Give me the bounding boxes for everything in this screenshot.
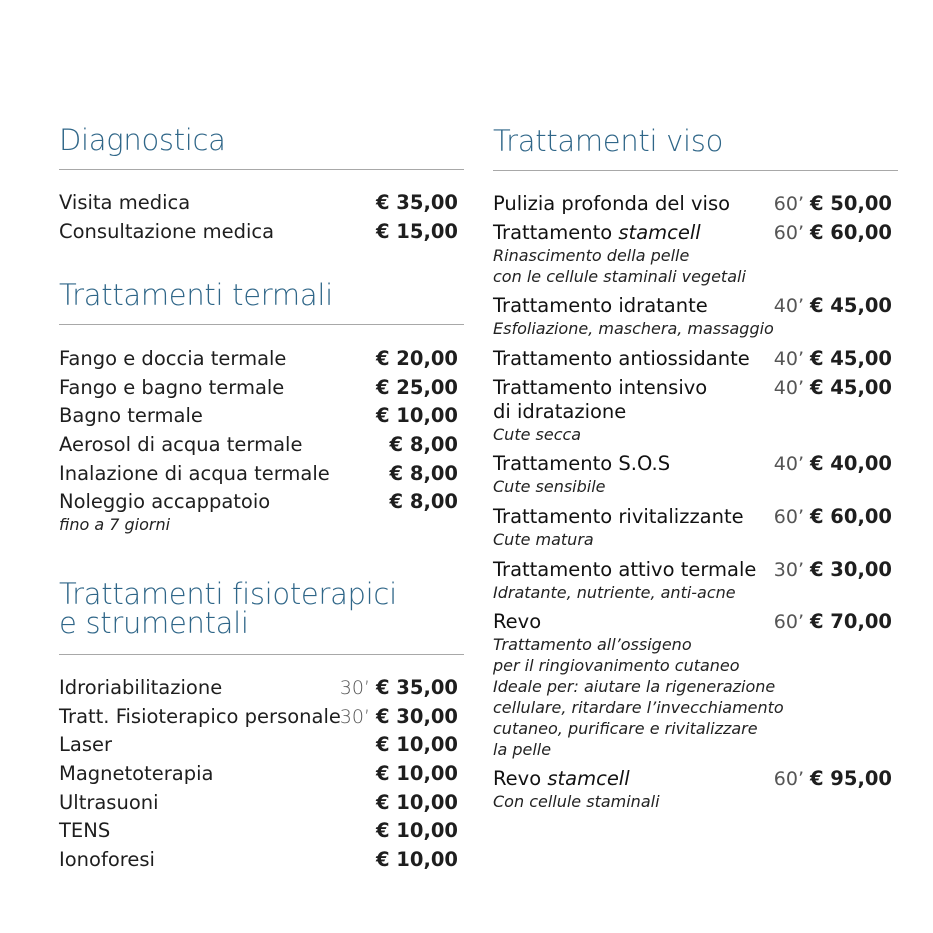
item-duration: 40’ bbox=[773, 295, 804, 317]
item-price: € 15,00 bbox=[375, 219, 458, 243]
item-price: € 95,00 bbox=[809, 767, 892, 790]
item-name: Consultazione medica bbox=[59, 219, 275, 243]
section-fisioterapici bbox=[59, 577, 464, 877]
item-note: Trattamento all’ossigeno bbox=[493, 635, 692, 654]
price-row bbox=[59, 191, 464, 220]
price-row bbox=[59, 676, 464, 705]
price-row bbox=[493, 505, 898, 558]
item-name: Pulizia profonda del viso bbox=[493, 192, 731, 215]
item-duration: 60’ bbox=[773, 193, 804, 215]
item-name: Revo bbox=[493, 610, 542, 633]
item-name: Magnetoterapia bbox=[59, 762, 214, 786]
item-price: € 35,00 bbox=[375, 676, 458, 699]
item-name: Idroriabilitazione bbox=[59, 676, 223, 699]
price-row bbox=[493, 452, 898, 505]
item-duration: 60’ bbox=[773, 222, 804, 244]
item-note: Ideale per: aiutare la rigenerazione bbox=[493, 677, 776, 696]
item-name: Trattamento S.O.S bbox=[493, 452, 671, 475]
price-row bbox=[59, 347, 464, 376]
item-duration: 40’ bbox=[773, 377, 804, 399]
item-name: Trattamento antiossidante bbox=[493, 347, 750, 370]
item-price: € 20,00 bbox=[375, 347, 458, 370]
section-diagnostica bbox=[59, 123, 464, 248]
section-divider bbox=[59, 654, 464, 655]
item-note: con le cellule staminali vegetali bbox=[493, 267, 746, 286]
section-divider bbox=[59, 324, 464, 325]
item-name: Trattamento rivitalizzante bbox=[493, 505, 744, 528]
item-name: Revo stamcell bbox=[493, 767, 630, 790]
item-price: € 50,00 bbox=[809, 192, 892, 215]
price-row bbox=[59, 462, 464, 491]
price-row bbox=[493, 192, 898, 221]
item-name: Visita medica bbox=[59, 191, 191, 214]
item-price: € 10,00 bbox=[375, 790, 458, 814]
item-duration: 30’ bbox=[339, 705, 370, 728]
item-price: € 35,00 bbox=[375, 191, 458, 214]
item-price: € 8,00 bbox=[389, 490, 458, 514]
price-row bbox=[493, 558, 898, 610]
section-divider bbox=[59, 169, 464, 170]
item-name: Tratt. Fisioterapico personale bbox=[59, 704, 341, 728]
price-row bbox=[493, 376, 898, 452]
item-name: TENS bbox=[59, 819, 111, 843]
item-duration: 40’ bbox=[773, 453, 804, 475]
item-price: € 45,00 bbox=[809, 294, 892, 317]
item-note: la pelle bbox=[493, 740, 552, 759]
item-name: Trattamento intensivo bbox=[493, 376, 708, 399]
item-note: cutaneo, purificare e rivitalizzare bbox=[493, 719, 758, 738]
price-row bbox=[59, 433, 464, 462]
item-price: € 10,00 bbox=[375, 848, 458, 872]
item-price: € 10,00 bbox=[375, 762, 458, 786]
item-price: € 45,00 bbox=[809, 347, 892, 370]
item-name: Bagno termale bbox=[59, 404, 203, 428]
price-row bbox=[59, 404, 464, 433]
price-row bbox=[59, 733, 464, 762]
item-note: Cute sensibile bbox=[493, 477, 606, 496]
item-price: € 10,00 bbox=[375, 819, 458, 843]
section-title-line2: e strumentali bbox=[59, 606, 249, 640]
section-termali bbox=[59, 278, 464, 535]
item-note: Esfoliazione, maschera, massaggio bbox=[493, 319, 774, 338]
item-name: Trattamento attivo termale bbox=[493, 558, 757, 581]
item-duration: 60’ bbox=[773, 768, 804, 790]
section-title: Trattamenti termali bbox=[59, 278, 333, 312]
item-name: Trattamento stamcell bbox=[493, 221, 701, 244]
item-price: € 30,00 bbox=[375, 704, 458, 728]
item-duration: 60’ bbox=[773, 506, 804, 528]
item-note: Rinascimento della pelle bbox=[493, 246, 690, 265]
price-row bbox=[493, 610, 898, 767]
item-note: fino a 7 giorni bbox=[59, 515, 171, 535]
price-row bbox=[493, 347, 898, 376]
item-name: Aerosol di acqua termale bbox=[59, 433, 303, 457]
section-title: Diagnostica bbox=[59, 123, 226, 157]
section-title-line1: Trattamenti fisioterapici bbox=[59, 577, 397, 611]
viso-list bbox=[493, 192, 898, 817]
section-viso bbox=[493, 124, 898, 817]
item-duration: 30’ bbox=[773, 559, 804, 581]
price-row bbox=[493, 221, 898, 294]
section-title: Trattamenti viso bbox=[493, 124, 724, 158]
item-note: Cute matura bbox=[493, 530, 594, 549]
item-note: cellulare, ritardare l’invecchiamento bbox=[493, 698, 784, 717]
price-row bbox=[59, 376, 464, 405]
item-name: Fango e doccia termale bbox=[59, 347, 287, 370]
price-row bbox=[59, 762, 464, 791]
item-name: Laser bbox=[59, 733, 112, 757]
price-row bbox=[59, 848, 464, 877]
item-price: € 10,00 bbox=[375, 733, 458, 757]
item-price: € 8,00 bbox=[389, 461, 458, 485]
item-price: € 45,00 bbox=[809, 376, 892, 399]
item-name: Trattamento idratante bbox=[493, 294, 708, 317]
item-price: € 25,00 bbox=[375, 375, 458, 399]
item-price: € 60,00 bbox=[809, 221, 892, 244]
item-price: € 70,00 bbox=[809, 610, 892, 633]
price-row bbox=[59, 705, 464, 734]
item-name: Inalazione di acqua termale bbox=[59, 461, 330, 485]
item-duration: 40’ bbox=[773, 348, 804, 370]
item-duration: 30’ bbox=[339, 677, 370, 699]
price-row bbox=[493, 767, 898, 817]
item-price: € 8,00 bbox=[389, 433, 458, 457]
section-divider bbox=[493, 170, 898, 171]
item-name: Ultrasuoni bbox=[59, 790, 159, 814]
price-row bbox=[59, 819, 464, 848]
item-price: € 40,00 bbox=[809, 452, 892, 475]
item-name-line2: di idratazione bbox=[493, 400, 627, 423]
section-title bbox=[59, 577, 464, 640]
item-duration: 60’ bbox=[773, 611, 804, 633]
item-note: Idratante, nutriente, anti-acne bbox=[493, 583, 736, 602]
item-name: Fango e bagno termale bbox=[59, 375, 285, 399]
item-price: € 60,00 bbox=[809, 505, 892, 528]
price-row bbox=[59, 791, 464, 820]
item-name: Ionoforesi bbox=[59, 848, 155, 872]
item-price: € 30,00 bbox=[809, 558, 892, 581]
item-note: per il ringiovanimento cutaneo bbox=[493, 656, 740, 675]
item-note: Con cellule staminali bbox=[493, 792, 660, 811]
price-row bbox=[59, 220, 464, 249]
price-row bbox=[59, 490, 464, 514]
item-price: € 10,00 bbox=[375, 404, 458, 428]
item-note: Cute secca bbox=[493, 425, 582, 444]
item-name: Noleggio accappatoio bbox=[59, 490, 271, 514]
price-row bbox=[493, 294, 898, 347]
